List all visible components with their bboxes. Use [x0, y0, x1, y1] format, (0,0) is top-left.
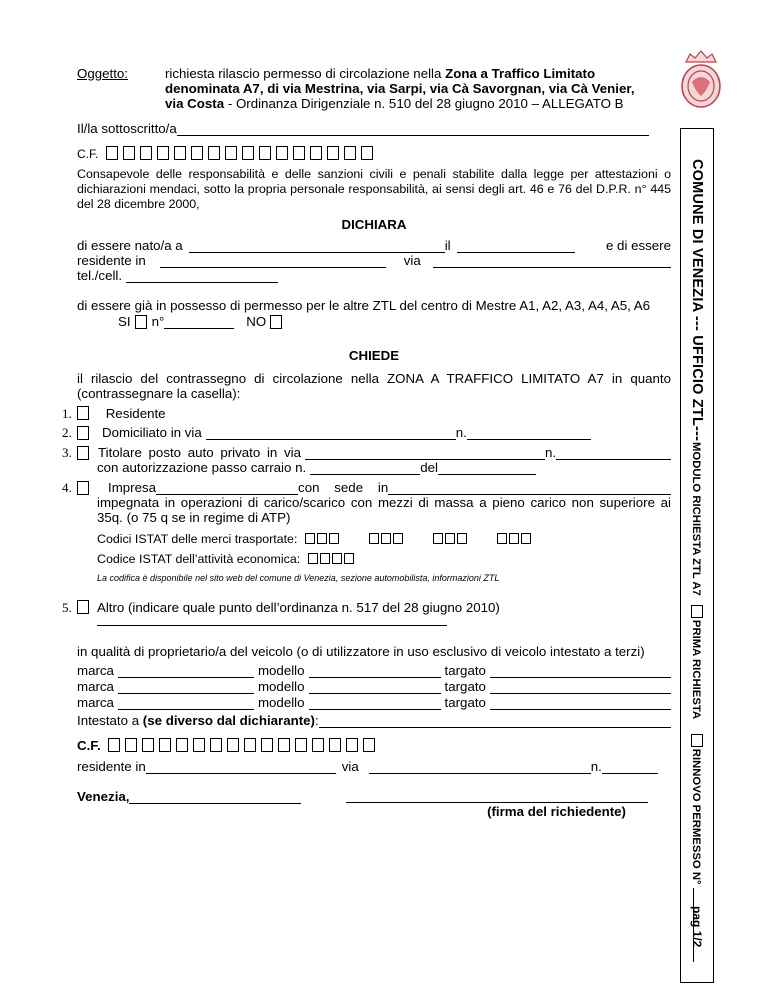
char-box[interactable] — [159, 738, 171, 752]
char-box[interactable] — [327, 146, 339, 160]
cf-boxes[interactable] — [106, 146, 378, 161]
char-box[interactable] — [140, 146, 152, 160]
char-box[interactable] — [278, 738, 290, 752]
residente-checkbox[interactable] — [77, 406, 89, 420]
cf-row — [77, 146, 671, 162]
char-box[interactable] — [227, 738, 239, 752]
char-box[interactable] — [393, 533, 403, 544]
impresa-nome-field[interactable] — [156, 481, 298, 495]
residente2-comune-field[interactable] — [146, 760, 336, 774]
passo-carraio-data-field[interactable] — [438, 461, 536, 475]
marca-field[interactable] — [118, 664, 254, 678]
char-box[interactable] — [191, 146, 203, 160]
impresa-sede-field[interactable] — [388, 481, 671, 495]
sidebar-box — [680, 128, 714, 983]
cf2-row: C.F. — [77, 738, 671, 753]
item-2-num: 2. — [62, 425, 72, 440]
char-box[interactable] — [497, 533, 507, 544]
residente2-row: residente in via n. — [77, 759, 671, 774]
char-box[interactable] — [329, 738, 341, 752]
intestato-row: Intestato a (se diverso dal dichiarante) : — [77, 713, 671, 728]
domicilio-via-field[interactable] — [206, 426, 456, 440]
data-firma-field[interactable] — [129, 790, 301, 804]
residente2-numero-field[interactable] — [602, 760, 658, 774]
venice-coat-of-arms-icon — [678, 48, 724, 110]
item-domiciliato: Domiciliato in via n. — [77, 425, 671, 440]
altro-field[interactable] — [97, 612, 447, 626]
char-box[interactable] — [295, 738, 307, 752]
char-box[interactable] — [125, 738, 137, 752]
possesso-text: di essere già in possesso di permesso per le altre ZTL del centro di Mestre A1, A2, A3, A4, A5, A6 — [77, 298, 651, 313]
char-box[interactable] — [108, 738, 120, 752]
comune-residenza-field[interactable] — [160, 254, 386, 268]
rinnovo-checkbox[interactable] — [691, 734, 703, 747]
nato-row: di essere nato/a a il e di essere — [77, 238, 671, 253]
char-box[interactable] — [157, 146, 169, 160]
char-box[interactable] — [259, 146, 271, 160]
posto-auto-checkbox[interactable] — [77, 446, 89, 460]
char-box[interactable] — [361, 146, 373, 160]
veicolo-row: marca modello targato — [77, 679, 671, 694]
targa-field[interactable] — [490, 680, 671, 694]
oggetto-label: Oggetto: — [77, 66, 129, 81]
cf-label: C.F. — [77, 147, 99, 161]
numero-permesso-field[interactable] — [164, 315, 234, 329]
luogo-nascita-field[interactable] — [189, 239, 445, 253]
domicilio-numero-field[interactable] — [467, 426, 591, 440]
altro-checkbox[interactable] — [77, 600, 89, 614]
firma-field[interactable] — [346, 789, 648, 803]
oggetto-text: richiesta rilascio permesso di circolazione nella Zona a Traffico Limitato denominata A7, di via Mestrina, via Sarpi, via Cà Savorgnan, via Cà Venier, via Costa - Ordinanza Dirigenziale n. 510 del 28 giugno 2010 – ALLEGATO B — [165, 66, 635, 111]
char-box[interactable] — [369, 533, 379, 544]
data-nascita-field[interactable] — [457, 239, 575, 253]
item-altro: Altro (indicare quale punto dell’ordinanza n. 517 del 28 giugno 2010) — [77, 600, 671, 615]
tel-field[interactable] — [126, 269, 278, 283]
marca-field[interactable] — [118, 680, 254, 694]
char-box[interactable] — [308, 553, 318, 564]
item-5-num: 5. — [62, 600, 72, 615]
char-box[interactable] — [193, 738, 205, 752]
sidebar-title: COMUNE DI VENEZIA --- UFFICIO ZTL--- — [689, 159, 705, 442]
item-residente: Residente — [77, 406, 671, 421]
impresa-desc: impegnata in operazioni di carico/scarico con mezzi di massa a pieno carico non superiore ai 35q. (o 75 q se in regime di ATP) — [97, 495, 671, 525]
char-box[interactable] — [509, 533, 519, 544]
char-box[interactable] — [445, 533, 455, 544]
char-box[interactable] — [381, 533, 391, 544]
tel-row: tel./cell. — [77, 268, 671, 283]
char-box[interactable] — [106, 146, 118, 160]
char-box[interactable] — [276, 146, 288, 160]
chiede-intro: il rilascio del contrassegno di circolazione nella ZONA A TRAFFICO LIMITATO A7 in quanto (contrassegnare la casella): — [77, 371, 671, 401]
prima-richiesta-checkbox[interactable] — [691, 605, 703, 618]
residente-row: residente in via — [77, 253, 671, 268]
veicolo-intro: in qualità di proprietario/a del veicolo (o di utilizzatore in uso esclusivo di veicolo intestato a terzi) — [77, 644, 645, 659]
modello-field[interactable] — [309, 664, 441, 678]
chiede-title: CHIEDE — [348, 348, 400, 363]
modello-field[interactable] — [309, 696, 441, 710]
char-box[interactable] — [242, 146, 254, 160]
char-box[interactable] — [521, 533, 531, 544]
char-box[interactable] — [457, 533, 467, 544]
char-box[interactable] — [225, 146, 237, 160]
si-checkbox[interactable] — [135, 315, 147, 329]
istat-attivita-boxes[interactable] — [308, 551, 356, 566]
char-box[interactable] — [433, 533, 443, 544]
char-box[interactable] — [293, 146, 305, 160]
sidebar-modulo: MODULO RICHIESTA ZTL A7 PRIMA RICHIESTA RINNOVO PERMESSO N° — [690, 442, 704, 962]
item-4-num: 4. — [62, 480, 72, 495]
posto-auto-via-field[interactable] — [305, 446, 545, 460]
char-box[interactable] — [305, 533, 315, 544]
domiciliato-checkbox[interactable] — [77, 426, 89, 440]
istat-merci-boxes[interactable] — [305, 531, 561, 546]
item-3-num: 3. — [62, 445, 72, 460]
posto-auto-numero-field[interactable] — [556, 446, 671, 460]
char-box[interactable] — [320, 553, 330, 564]
char-box[interactable] — [142, 738, 154, 752]
codifica-note: La codifica è disponibile nel sito web del comune di Venezia, sezione automobilista, informazioni ZTL — [97, 573, 500, 583]
sidebar-pag: pag 1/2 — [690, 906, 704, 948]
char-box[interactable] — [176, 738, 188, 752]
passo-carraio-row: con autorizzazione passo carraio n. del — [97, 460, 671, 475]
char-box[interactable] — [329, 533, 339, 544]
no-checkbox[interactable] — [270, 315, 282, 329]
char-box[interactable] — [332, 553, 342, 564]
consapevole-text: Consapevole delle responsabilità e delle sanzioni civili e penali stabilite dalla legge per attestazioni o dichiarazioni mendaci, sotto la propria personale responsabilità, ai sensi degli art. 46 e 76 del D.P.R. n° 445 del 28 dicembre 2000, — [77, 167, 671, 211]
char-box[interactable] — [310, 146, 322, 160]
char-box[interactable] — [312, 738, 324, 752]
targa-field[interactable] — [490, 696, 671, 710]
char-box[interactable] — [363, 738, 375, 752]
passo-carraio-field[interactable] — [310, 461, 420, 475]
cf2-boxes[interactable] — [108, 738, 380, 753]
char-box[interactable] — [344, 146, 356, 160]
istat-merci-row: Codici ISTAT delle merci trasportate: — [97, 531, 671, 547]
residente2-via-field[interactable] — [369, 760, 591, 774]
istat-attivita-row: Codice ISTAT dell’attività economica: — [97, 551, 671, 567]
intestato-field[interactable] — [319, 714, 671, 728]
via-residenza-field[interactable] — [433, 254, 671, 268]
item-impresa: Impresa con sede in — [77, 480, 671, 495]
char-box[interactable] — [261, 738, 273, 752]
item-1-num: 1. — [62, 406, 72, 421]
char-box[interactable] — [244, 738, 256, 752]
targa-field[interactable] — [490, 664, 671, 678]
impresa-checkbox[interactable] — [77, 481, 89, 495]
modello-field[interactable] — [309, 680, 441, 694]
firma-label: (firma del richiedente) — [487, 804, 626, 819]
item-posto-auto: Titolare posto auto privato in via n. — [77, 445, 671, 460]
char-box[interactable] — [346, 738, 358, 752]
char-box[interactable] — [317, 533, 327, 544]
char-box[interactable] — [344, 553, 354, 564]
sottoscritto-field[interactable] — [177, 122, 649, 136]
char-box[interactable] — [210, 738, 222, 752]
veicolo-row: marca modello targato — [77, 663, 671, 678]
sottoscritto-label: Il/la sottoscritto/a — [77, 121, 177, 136]
char-box[interactable] — [174, 146, 186, 160]
char-box[interactable] — [123, 146, 135, 160]
dichiara-title: DICHIARA — [341, 217, 407, 232]
veicolo-row: marca modello targato — [77, 695, 671, 710]
possesso-options: SI n° NO — [118, 314, 287, 329]
marca-field[interactable] — [118, 696, 254, 710]
venezia-row: Venezia, — [77, 789, 671, 804]
char-box[interactable] — [208, 146, 220, 160]
sottoscritto-row — [77, 121, 671, 136]
